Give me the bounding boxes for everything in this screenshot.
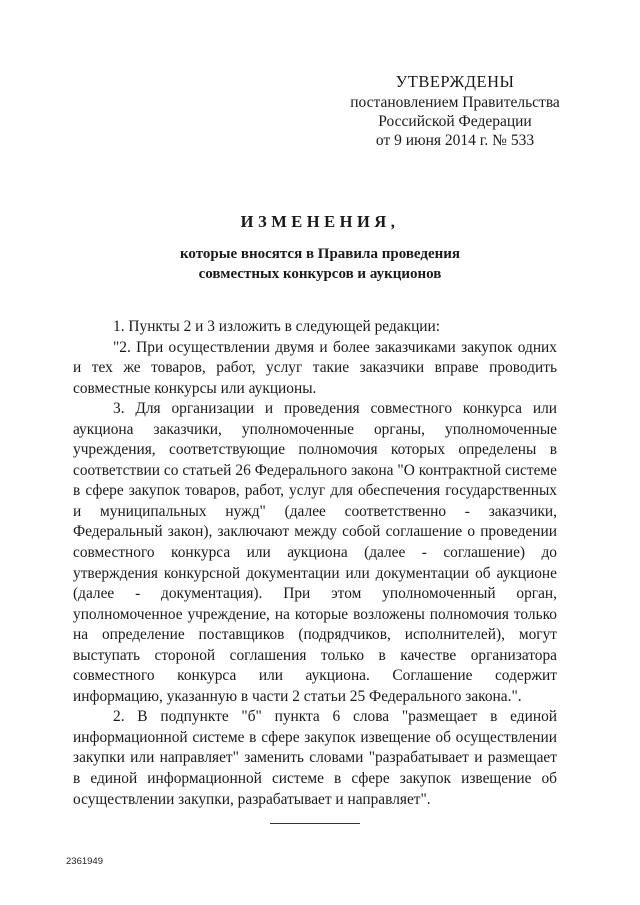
document-code: 2361949 — [66, 856, 103, 867]
approval-stamp — [340, 72, 570, 150]
end-divider — [270, 823, 360, 824]
document-title: ИЗМЕНЕНИЯ, — [240, 212, 400, 231]
approval-country-line: Российской Федерации — [378, 113, 532, 130]
approval-decree-line: постановлением Правительства — [350, 94, 560, 111]
paragraph-item-2: 2. В подпункте "б" пункта 6 слова "размещает в единой информационной системе в сфере закупок извещение об осуществлении закупки или направляет" заменить словами "разрабатывает и размещает в единой информационной системе в сфере закупок извещение об осуществлении закупки, разрабатывает и направляет". — [73, 708, 557, 808]
paragraph-item-1: 1. Пункты 2 и 3 изложить в следующей редакции: — [113, 318, 441, 335]
document-subtitle — [60, 244, 580, 284]
approval-date-line: от 9 июня 2014 г. № 533 — [375, 132, 535, 149]
subtitle-line-1: которые вносятся в Правила проведения — [179, 246, 461, 262]
document-body — [73, 317, 557, 810]
subtitle-line-2: совместных конкурсов и аукционов — [198, 266, 442, 282]
paragraph-item-3-text: 3. Для организации и проведения совместного конкурса или аукциона заказчики, уполномоченные органы, уполномоченные учреждения, соответствующие полномочия которых определены в соответствии со статьей 26 Федерального закона "О контрактной системе в сфере закупок товаров, работ, услуг для обеспечения государственных и муниципальных нужд" (далее соответственно - заказчики, Федеральный закон), заключают между собой соглашение о проведении совместного конкурса или аукциона (далее - соглашение) до утверждения конкурсной документации или документации об аукционе (далее - документация). При этом уполномоченный орган, уполномоченное учреждение, на которые возложены полномочия только на определение поставщиков (подрядчиков, исполнителей), могут выступать стороной соглашения только в качестве организатора совместного конкурса или аукциона. Соглашение содержит информацию, указанную в части 2 статьи 25 Федерального закона.". — [73, 400, 557, 705]
approval-title: УТВЕРЖДЕНЫ — [395, 72, 515, 91]
paragraph-item-2-text: "2. При осуществлении двумя и более заказчиками закупок одних и тех же товаров, работ, услуг такие заказчики вправе проводить совместные конкурсы или аукционы. — [73, 338, 557, 397]
